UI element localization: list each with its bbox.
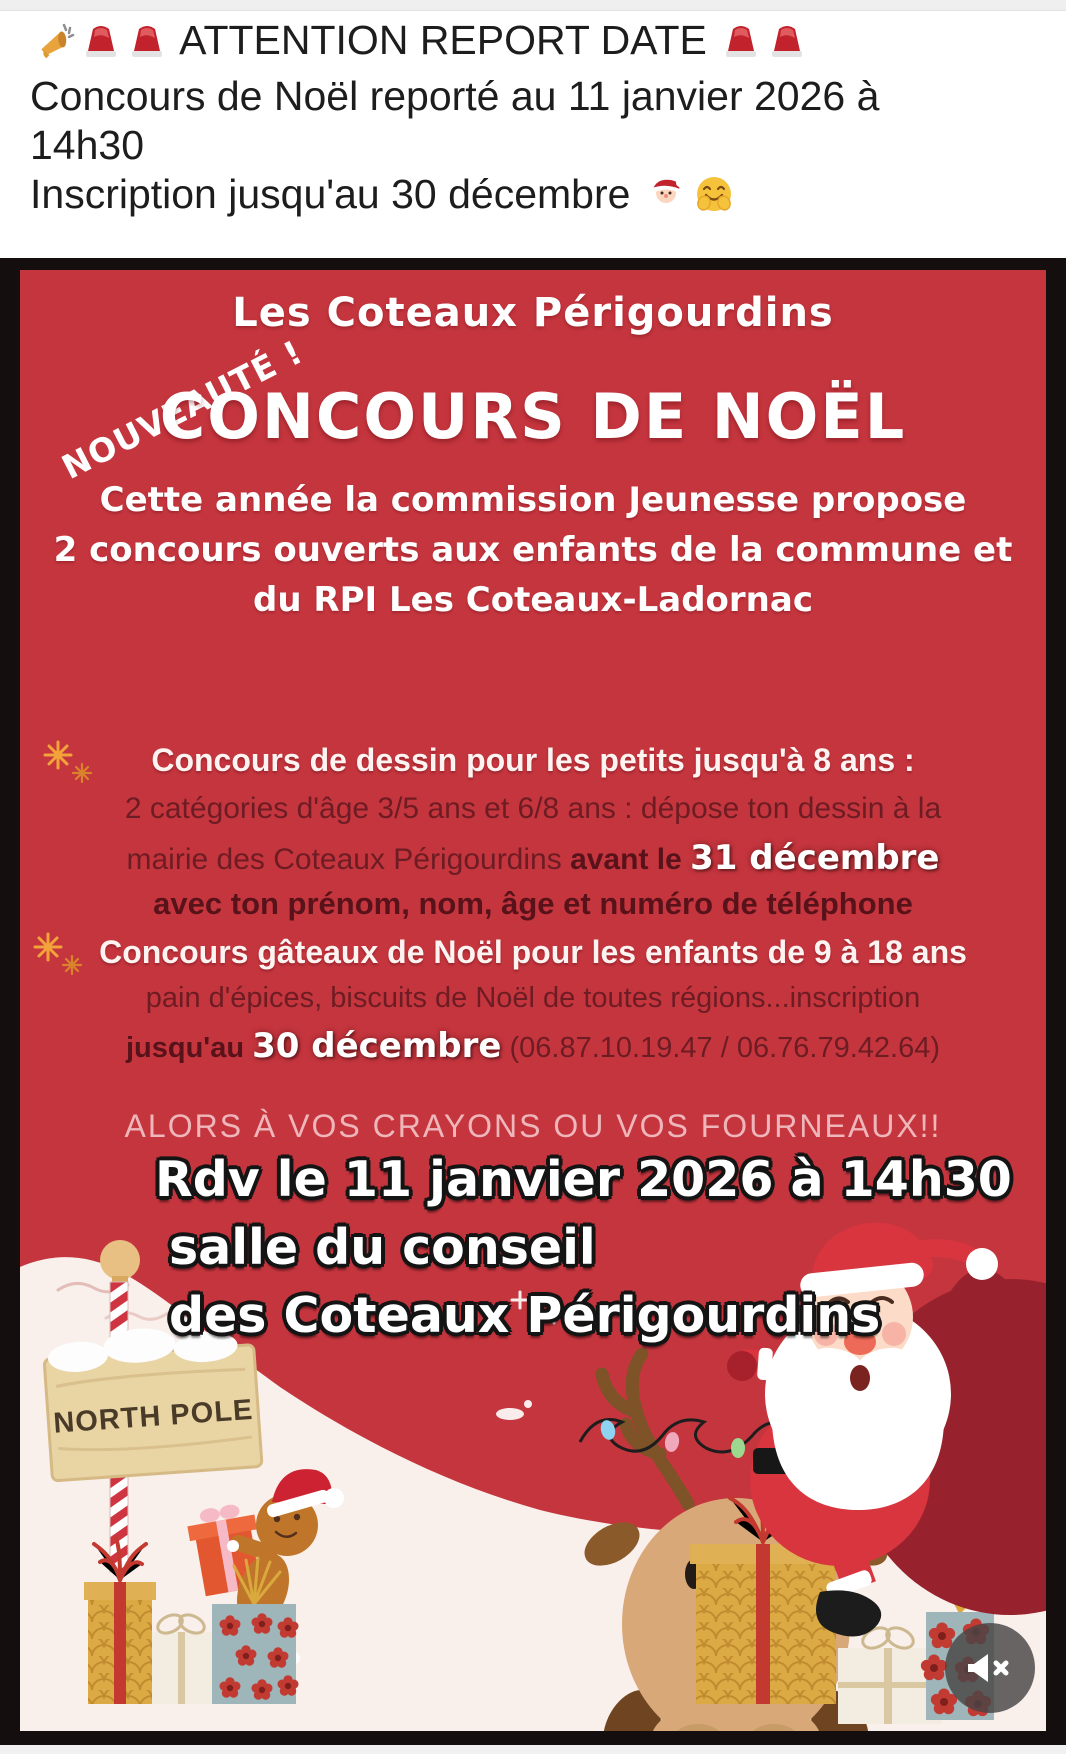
callout-line: ALORS À VOS CRAYONS OU VOS FOURNEAUX!! <box>124 1108 942 1144</box>
intro-line-3: du RPI Les Coteaux-Ladornac <box>253 580 813 620</box>
santa-emoji-icon <box>645 173 687 226</box>
corrected-date-30-december: 30 décembre <box>252 1026 502 1066</box>
cake-contest-heading: Concours gâteaux de Noël pour les enfants de 9 à 18 ans <box>99 934 967 970</box>
north-pole-sign-text: NORTH POLE <box>52 1393 255 1440</box>
siren-icon <box>721 21 761 72</box>
poster-video-thumbnail[interactable] <box>0 258 1066 1754</box>
poster-red-background <box>20 270 1046 1731</box>
mute-button[interactable] <box>945 1623 1035 1713</box>
drawing-contest-heading: Concours de dessin pour les petits jusqu'à 8 ans : <box>151 742 915 778</box>
drawing-contest-line2: mairie des Coteaux Périgourdins avant le 31 décembre <box>126 838 940 878</box>
cake-contest-line1: pain d'épices, biscuits de Noël de toutes régions...inscription <box>145 982 921 1014</box>
rdv-block <box>155 1146 1015 1350</box>
community-name: Les Coteaux Périgourdins <box>232 290 834 336</box>
siren-icon <box>127 21 167 72</box>
poster-title: CONCOURS DE NOËL <box>159 380 907 453</box>
novelty-badge: NOUVEAUTÉ ! <box>55 332 309 487</box>
rdv-line-2: salle du conseil <box>169 1219 596 1276</box>
rdv-line-3: des Coteaux Périgourdins <box>169 1287 881 1344</box>
post-line-reschedule: Concours de Noël reporté au 11 janvier 2026 à <box>30 73 880 119</box>
intro-line-1: Cette année la commission Jeunesse propose <box>99 480 967 520</box>
intro-line-2: 2 concours ouverts aux enfants de la commune et <box>53 530 1013 570</box>
phone-numbers: (06.87.10.19.47 / 06.76.79.42.64) <box>501 1032 941 1064</box>
cake-contest-line2: jusqu'au 30 décembre (06.87.10.19.47 / 06.76.79.42.64) <box>125 1026 941 1066</box>
bottom-divider-strip <box>0 1745 1066 1754</box>
rdv-line-1: Rdv le 11 janvier 2026 à 14h30 <box>155 1151 1012 1208</box>
siren-icon <box>767 21 807 72</box>
drawing-contest-line3: avec ton prénom, nom, âge et numéro de téléphone <box>153 886 913 921</box>
megaphone-icon <box>33 19 75 72</box>
post-line-time: 14h30 <box>30 122 145 168</box>
top-divider-strip <box>0 0 1066 11</box>
attention-text: ATTENTION REPORT DATE <box>179 17 707 63</box>
drawing-contest-line1: 2 catégories d'âge 3/5 ans et 6/8 ans : dépose ton dessin à la <box>124 792 942 825</box>
hugging-face-emoji-icon <box>693 173 735 226</box>
corrected-date-31-december: 31 décembre <box>690 838 940 878</box>
speaker-muted-icon <box>964 1642 1016 1694</box>
siren-icon <box>81 21 121 72</box>
post-text-block <box>30 16 1040 226</box>
post-line-attention <box>30 16 1040 72</box>
post-line-inscription: Inscription jusqu'au 30 décembre <box>30 170 1040 226</box>
